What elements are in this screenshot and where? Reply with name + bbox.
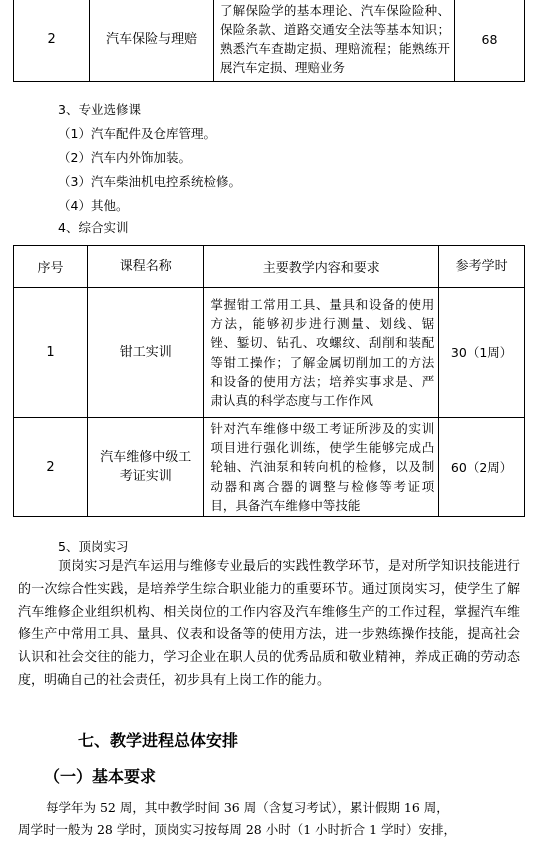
subsection-title: （一）基本要求 — [44, 767, 157, 786]
internship-paragraph — [18, 556, 520, 693]
practice-table — [13, 245, 525, 517]
table-row — [14, 418, 525, 517]
course-name: 汽车维修中级工考证实训 — [88, 418, 204, 517]
practice-heading: 4、综合实训 — [58, 220, 129, 235]
text-line: 周学时一般为 28 学时，顶岗实习按每周 28 小时（1 小时折合 1 学时）安排， — [18, 822, 457, 837]
course-name: 钳工实训 — [88, 288, 204, 418]
text-line: 每学年为 52 周，其中教学时间 36 周（含复习考试），累计假期 16 周， — [46, 800, 449, 815]
core-course-table-continued — [13, 0, 525, 82]
section-title: 七、教学进程总体安排 — [78, 731, 239, 750]
elective-item: （4）其他。 — [58, 198, 129, 213]
internship-heading: 5、顶岗实习 — [58, 539, 129, 554]
header-no: 序号 — [14, 246, 88, 288]
elective-item: （3）汽车柴油机电控系统检修。 — [58, 174, 241, 189]
course-content: 针对汽车维修中级工考证所涉及的实训项目进行强化训练，使学生能够完成凸轮轴、汽油泵和转向机的检修，以及制动器和离合器的调整与检修等考证项目，具备汽车维修中等技能 — [204, 418, 439, 517]
internship-text: 顶岗实习是汽车运用与维修专业最后的实践性教学环节，是对所学知识技能进行的一次综合性实践，是培养学生综合职业能力的重要环节。通过顶岗实习，使学生了解汽车维修企业组织机构、相关岗位的工作内容及汽车维修生产的工作过程，掌握汽车维修生产中常用工具、量具、仪表和设备等的使用方法，进一步熟练操作技能，提高社会认识和社会交往的能力，学习企业在职人员的优秀品质和敬业精神，养成正确的劳动态度，明确自己的社会责任，初步具有上岗工作的能力。 — [18, 559, 520, 688]
row-number: 2 — [14, 0, 90, 82]
table-row — [14, 288, 525, 418]
header-name: 课程名称 — [88, 246, 204, 288]
elective-item: （2）汽车内外饰加装。 — [58, 150, 191, 165]
header-content: 主要教学内容和要求 — [204, 246, 439, 288]
header-hours: 参考学时 — [439, 246, 525, 288]
course-content: 掌握钳工常用工具、量具和设备的使用方法，能够初步进行测量、划线、锯锉、錾切、钻孔、攻螺纹、刮削和装配等钳工操作；了解金属切削加工的方法和设备的使用方法；培养实事求是、严肃认真的科学态度与工作作风 — [204, 288, 439, 418]
row-number: 1 — [14, 288, 88, 418]
elective-item: （1）汽车配件及仓库管理。 — [58, 126, 216, 141]
elective-heading: 3、专业选修课 — [58, 102, 141, 117]
table-row — [14, 0, 525, 82]
course-content: 了解保险学的基本理论、汽车保险险种、保险条款、道路交通安全法等基本知识；熟悉汽车查勘定损、理赔流程；能熟练开展汽车定损、理赔业务 — [213, 0, 454, 82]
row-number: 2 — [14, 418, 88, 517]
table-header-row — [14, 246, 525, 288]
course-name: 汽车保险与理赔 — [90, 0, 214, 82]
course-hours: 30（1周） — [439, 288, 525, 418]
course-hours: 60（2周） — [439, 418, 525, 517]
basic-requirements-text — [18, 797, 522, 841]
course-hours: 68 — [454, 0, 524, 82]
